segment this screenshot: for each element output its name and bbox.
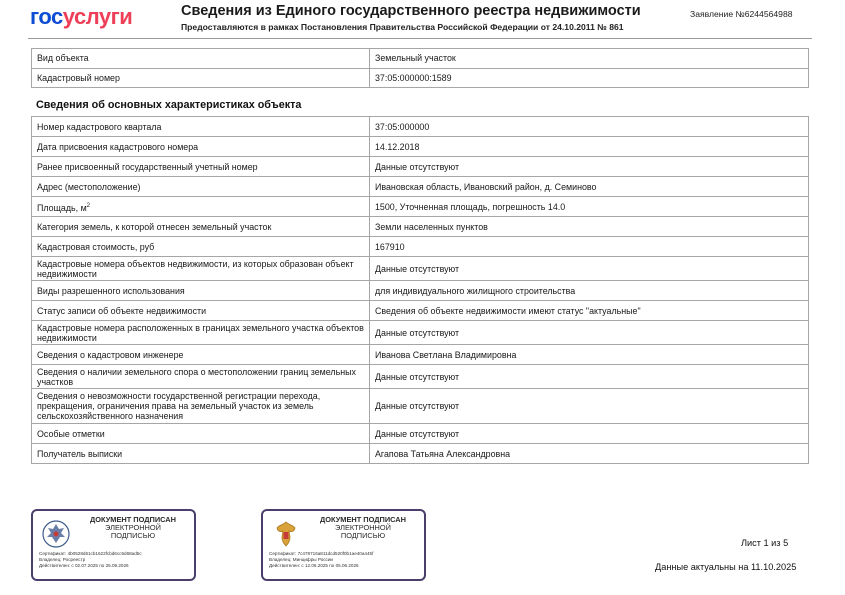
stamp-subtitle-line: ПОДПИСЬЮ [110, 531, 156, 541]
row-value: 167910 [370, 237, 809, 257]
rosreestr-emblem-icon [41, 519, 71, 549]
row-value: 37:05:000000 [370, 117, 809, 137]
row-value: 14.12.2018 [370, 137, 809, 157]
table-row [32, 365, 809, 389]
stamp-owner: Владелец: Минцифры России [269, 557, 333, 562]
table-row [32, 117, 809, 137]
row-label: Адрес (местоположение) [32, 177, 370, 197]
table-row [32, 68, 809, 88]
header [0, 0, 845, 40]
row-value: для индивидуального жилищного строительства [370, 281, 809, 301]
row-label: Категория земель, к которой отнесен земельный участок [32, 217, 370, 237]
row-label: Особые отметки [32, 424, 370, 444]
table-row [32, 177, 809, 197]
document-subtitle: Предоставляются в рамках Постановления Правительства Российской Федерации от 24.10.2011 № 861 [181, 22, 624, 32]
row-label: Получатель выписки [32, 444, 370, 464]
row-value: Иванова Светлана Владимировна [370, 345, 809, 365]
row-label: Сведения о кадастровом инженере [32, 345, 370, 365]
table-row [32, 444, 809, 464]
stamp-subtitle-line: ЭЛЕКТРОННОЙ [335, 523, 391, 533]
row-label: Сведения о наличии земельного спора о местоположении границ земельных участков [32, 365, 370, 389]
table-row [32, 137, 809, 157]
table-row [32, 49, 809, 69]
row-label: Номер кадастрового квартала [32, 117, 370, 137]
stamp-title-line: ДОКУМЕНТ ПОДПИСАН [320, 515, 406, 524]
stamp-certificate: Сертификат: 4b0528d61cb1622fcbd6cc6d68ad5c [39, 551, 142, 556]
table-row [32, 257, 809, 281]
area-unit-superscript: 2 [86, 202, 91, 209]
row-value: Данные отсутствуют [370, 321, 809, 345]
row-label: Кадастровый номер [32, 68, 370, 88]
table-row [32, 345, 809, 365]
header-divider [28, 38, 812, 39]
row-label: Кадастровые номера расположенных в границах земельного участка объектов недвижимости [32, 321, 370, 345]
row-value: Земли населенных пунктов [370, 217, 809, 237]
document-title: Сведения из Единого государственного реестра недвижимости [181, 3, 641, 19]
stamp-subtitle-line: ПОДПИСЬЮ [340, 531, 386, 541]
area-label: Площадь, м [37, 202, 87, 213]
row-label: Статус записи об объекте недвижимости [32, 301, 370, 321]
row-label: Вид объекта [32, 49, 370, 69]
table-row [32, 301, 809, 321]
logo-part-uslugi: услуги [62, 4, 133, 29]
stamp-title-line: ДОКУМЕНТ ПОДПИСАН [90, 515, 176, 524]
stamp-subtitle-line: ЭЛЕКТРОННОЙ [105, 523, 161, 533]
stamp-certificate: Сертификат: 7c478716a811dcd520f0b1ae40a445f [269, 551, 374, 556]
stamp-validity: Действителен: с 12.06.2025 по 05.06.2026 [269, 563, 359, 568]
table-row [32, 281, 809, 301]
row-label [32, 197, 370, 217]
data-actual-date: Данные актуальны на 11.10.2025 [655, 562, 797, 572]
stamp-owner: Владелец: Росреестр [39, 557, 86, 562]
signature-stamp-rosreestr [31, 509, 196, 581]
table-row [32, 237, 809, 257]
coat-of-arms-icon [271, 519, 301, 549]
row-label: Кадастровые номера объектов недвижимости, из которых образован объект недвижимости [32, 257, 370, 281]
row-value: Сведения об объекте недвижимости имеют статус "актуальные" [370, 301, 809, 321]
signature-stamp-mincifry [261, 509, 426, 581]
row-label: Кадастровая стоимость, руб [32, 237, 370, 257]
row-value: Данные отсутствуют [370, 424, 809, 444]
row-value: 37:05:000000:1589 [370, 68, 809, 88]
row-value: Данные отсутствуют [370, 157, 809, 177]
table-row [32, 197, 809, 217]
row-value: 1500, Уточненная площадь, погрешность 14.0 [370, 197, 809, 217]
section-title: Сведения об основных характеристиках объекта [36, 99, 302, 111]
row-value: Данные отсутствуют [370, 257, 809, 281]
table-row [32, 389, 809, 424]
row-value: Земельный участок [370, 49, 809, 69]
statement-number: Заявление №6244564988 [690, 9, 793, 19]
row-label: Ранее присвоенный государственный учетный номер [32, 157, 370, 177]
stamp-title [303, 516, 423, 541]
sheet-counter: Лист 1 из 5 [741, 538, 789, 548]
row-value: Агапова Татьяна Александровна [370, 444, 809, 464]
table-row [32, 321, 809, 345]
row-label: Сведения о невозможности государственной регистрации перехода, прекращения, ограничения права на земельный участок из земель сельскохозяйственного назначения [32, 389, 370, 424]
logo-part-gos: гос [30, 4, 63, 29]
object-table [31, 48, 809, 88]
stamp-validity: Действителен: с 02.07.2025 по 25.09.2026 [39, 563, 129, 568]
stamp-title [73, 516, 193, 541]
row-value: Данные отсутствуют [370, 365, 809, 389]
row-label: Дата присвоения кадастрового номера [32, 137, 370, 157]
row-value: Ивановская область, Ивановский район, д. Семиново [370, 177, 809, 197]
row-value: Данные отсутствуют [370, 389, 809, 424]
table-row [32, 424, 809, 444]
table-row [32, 217, 809, 237]
table-row [32, 157, 809, 177]
characteristics-table [31, 116, 809, 464]
gosuslugi-logo[interactable] [30, 4, 132, 30]
row-label: Виды разрешенного использования [32, 281, 370, 301]
